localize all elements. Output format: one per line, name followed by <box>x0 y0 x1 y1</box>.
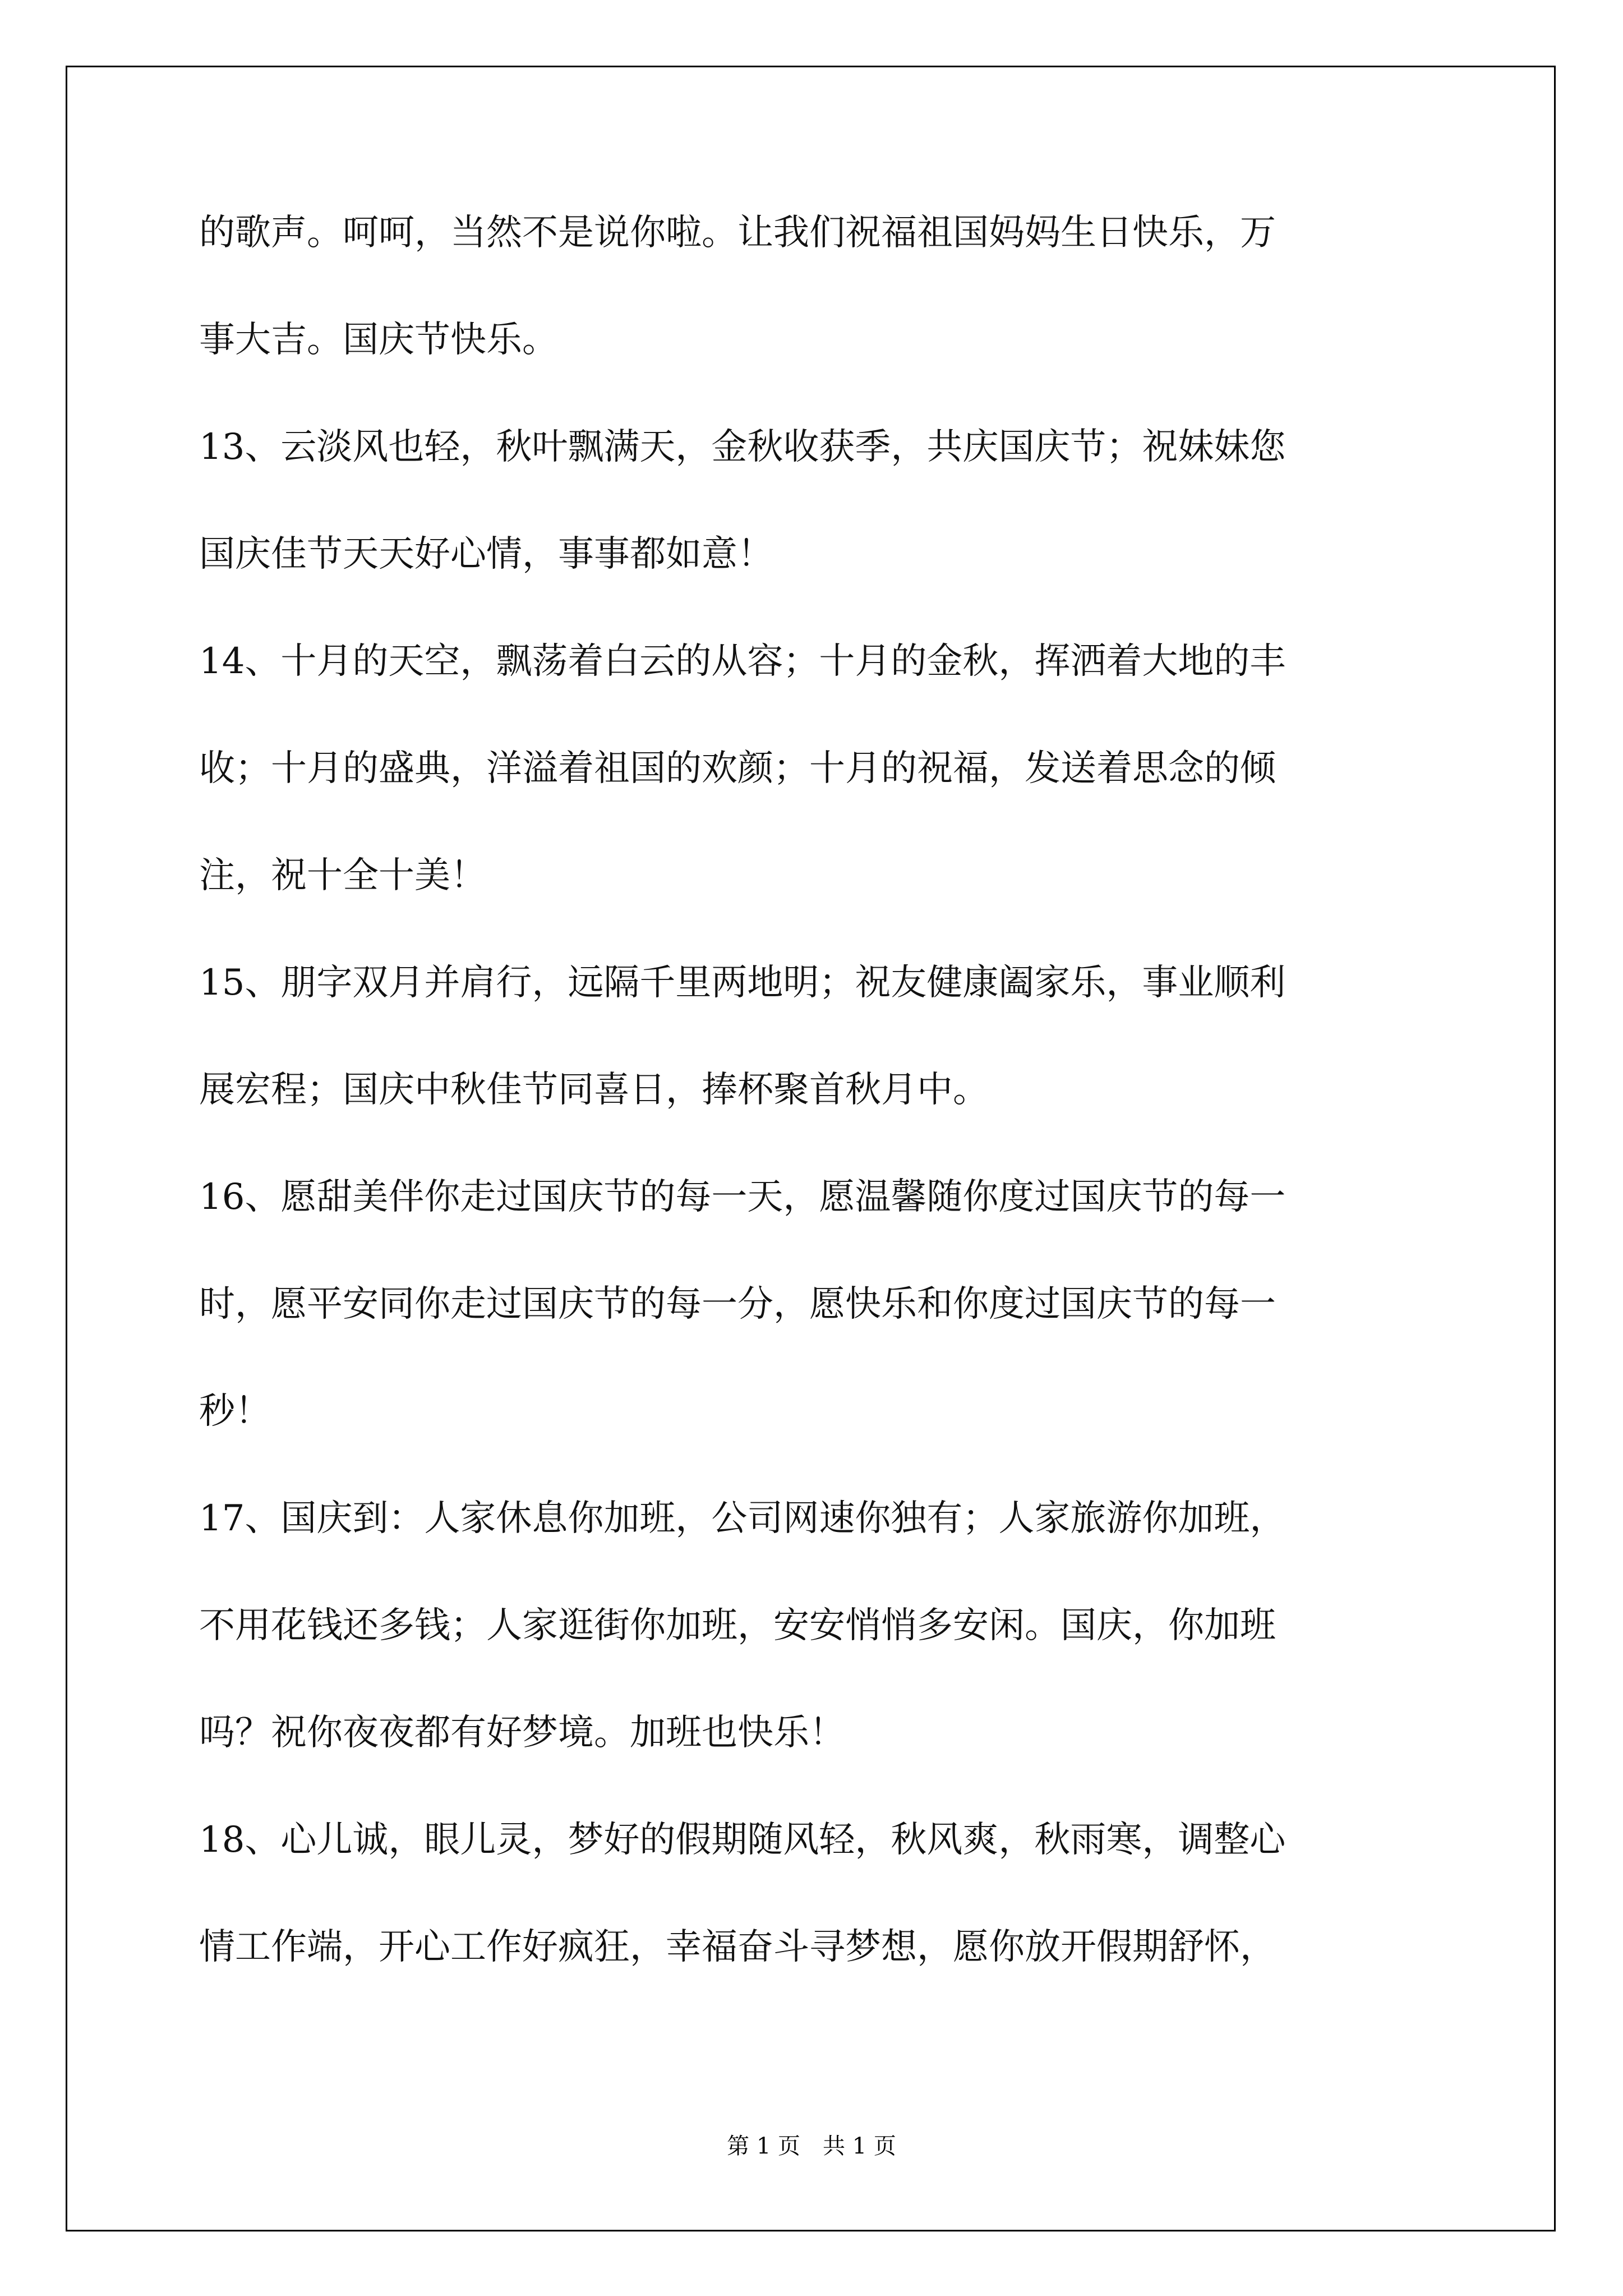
page-number-footer: 第 1 页 共 1 页 <box>727 2133 896 2159</box>
text-line: 事大吉。国庆节快乐。 <box>199 319 558 361</box>
text-line: 不用花钱还多钱；人家逛街你加班，安安悄悄多安闲。国庆，你加班 <box>199 1605 1276 1646</box>
text-line: 秒！ <box>199 1391 271 1432</box>
text-line: 的歌声。呵呵，当然不是说你啦。让我们祝福祖国妈妈生日快乐，万 <box>199 212 1276 254</box>
text-line: 16、愿甜美伴你走过国庆节的每一天，愿温馨随你度过国庆节的每一 <box>199 1176 1286 1218</box>
text-line: 14、十月的天空，飘荡着白云的从容；十月的金秋，挥洒着大地的丰 <box>199 641 1286 682</box>
text-line: 吗？祝你夜夜都有好梦境。加班也快乐！ <box>199 1712 845 1754</box>
text-line: 展宏程；国庆中秋佳节同喜日，捧杯聚首秋月中。 <box>199 1069 989 1111</box>
text-line: 15、朋字双月并肩行，远隔千里两地明；祝友健康阖家乐，事业顺利 <box>199 962 1286 1004</box>
text-line: 注，祝十全十美！ <box>199 855 486 896</box>
text-line: 18、心儿诚，眼儿灵，梦好的假期随风轻，秋风爽，秋雨寒，调整心 <box>199 1819 1286 1861</box>
page-border <box>66 66 1556 2231</box>
text-line: 收；十月的盛典，洋溢着祖国的欢颜；十月的祝福，发送着思念的倾 <box>199 748 1276 789</box>
text-line: 13、云淡风也轻，秋叶飘满天，金秋收获季，共庆国庆节；祝妹妹您 <box>199 426 1286 468</box>
text-line: 时，愿平安同你走过国庆节的每一分，愿快乐和你度过国庆节的每一 <box>199 1283 1276 1325</box>
text-line: 国庆佳节天天好心情，事事都如意！ <box>199 533 773 575</box>
text-line: 情工作端，开心工作好疯狂，幸福奋斗寻梦想，愿你放开假期舒怀， <box>199 1926 1276 1968</box>
text-line: 17、国庆到：人家休息你加班，公司网速你独有；人家旅游你加班， <box>199 1498 1286 1539</box>
